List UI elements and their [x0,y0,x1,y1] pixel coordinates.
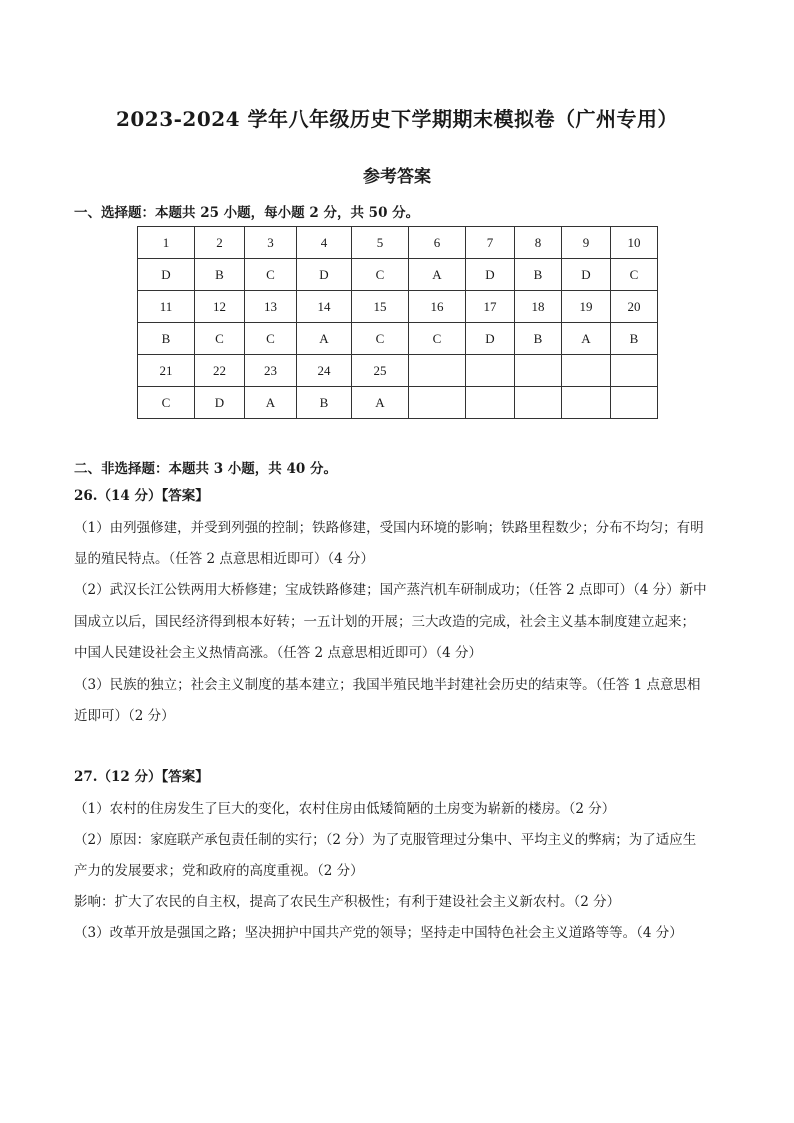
section-2-heading: 二、非选择题：本题共 3 小题，共 40 分。 [74,461,337,477]
question-number-cell: 19 [562,291,611,323]
question-number-cell [611,355,658,387]
q27-line: （1）农村的住房发生了巨大的变化，农村住房由低矮简陋的土房变为崭新的楼房。（2 分） [74,801,616,817]
answer-cell: A [409,259,466,291]
answer-cell: C [409,323,466,355]
question-number-cell: 5 [352,227,409,259]
answer-cell: A [352,387,409,419]
question-number-cell: 14 [297,291,352,323]
answer-table [137,226,658,419]
answer-cell: A [562,323,611,355]
answer-cell: B [515,259,562,291]
question-number-cell [515,355,562,387]
q26-line: 近即可）（2 分） [74,708,175,724]
answer-cell: C [245,323,297,355]
answer-cell [515,387,562,419]
question-number-row [138,355,658,387]
answer-cell: C [195,323,245,355]
answer-cell: C [138,387,195,419]
section-1-heading: 一、选择题：本题共 25 小题，每小题 2 分，共 50 分。 [74,205,420,221]
q26-line: 显的殖民特点。（任答 2 点意思相近即可）（4 分） [74,551,375,567]
q27-header: 27.（12 分）【答案】 [74,769,209,785]
answer-cell: D [562,259,611,291]
question-number-cell: 25 [352,355,409,387]
answer-cell: C [611,259,658,291]
answer-cell: D [195,387,245,419]
answer-cell: C [352,259,409,291]
question-number-cell: 16 [409,291,466,323]
q26-line: （2）武汉长江公铁两用大桥修建；宝成铁路修建；国产蒸汽机车研制成功；（任答 2 点即可）（4 分）新中 [74,582,707,598]
question-number-cell: 9 [562,227,611,259]
answer-cell: A [245,387,297,419]
question-number-cell: 6 [409,227,466,259]
answer-cell: D [138,259,195,291]
answer-row [138,323,658,355]
question-number-cell: 10 [611,227,658,259]
q27-line: 影响：扩大了农民的自主权，提高了农民生产积极性；有利于建设社会主义新农村。（2 分） [74,894,621,910]
q27-line: （3）改革开放是强国之路；坚决拥护中国共产党的领导；坚持走中国特色社会主义道路等等。（4 分） [74,925,683,941]
q26-line: （1）由列强修建，并受到列强的控制；铁路修建，受国内环境的影响；铁路里程数少；分布不均匀；有明 [74,520,704,536]
answer-row [138,259,658,291]
answer-cell [409,387,466,419]
question-number-cell: 23 [245,355,297,387]
question-number-cell: 22 [195,355,245,387]
question-number-row [138,227,658,259]
question-number-cell: 1 [138,227,195,259]
answer-cell: B [195,259,245,291]
answer-cell: B [297,387,352,419]
question-number-cell: 7 [466,227,515,259]
question-number-cell: 3 [245,227,297,259]
answer-cell: B [138,323,195,355]
q26-line: 国成立以后，国民经济得到根本好转；一五计划的开展；三大改造的完成，社会主义基本制度建立起来； [74,614,695,630]
answer-row [138,387,658,419]
answer-cell: B [611,323,658,355]
answer-cell: A [297,323,352,355]
question-number-cell [562,355,611,387]
question-number-cell [409,355,466,387]
question-number-cell: 17 [466,291,515,323]
question-number-cell [466,355,515,387]
question-number-cell: 4 [297,227,352,259]
question-number-cell: 2 [195,227,245,259]
answer-cell: B [515,323,562,355]
question-number-cell: 12 [195,291,245,323]
answer-cell: C [245,259,297,291]
q27-line: （2）原因：家庭联产承包责任制的实行；（2 分）为了克服管理过分集中、平均主义的弊病；为了适应生 [74,832,697,848]
q26-line: 中国人民建设社会主义热情高涨。（任答 2 点意思相近即可）（4 分） [74,645,483,661]
q26-header: 26.（14 分）【答案】 [74,488,209,504]
question-number-cell: 24 [297,355,352,387]
page-title: 2023-2024 学年八年级历史下学期期末模拟卷（广州专用） [115,107,679,131]
answer-cell [466,387,515,419]
question-number-cell: 8 [515,227,562,259]
question-number-cell: 11 [138,291,195,323]
answer-cell: D [466,323,515,355]
q26-line: （3）民族的独立；社会主义制度的基本建立；我国半殖民地半封建社会历史的结束等。（任答 1 点意思相 [74,677,701,693]
question-number-cell: 15 [352,291,409,323]
question-number-cell: 18 [515,291,562,323]
question-number-cell: 21 [138,355,195,387]
answer-cell [611,387,658,419]
question-number-row [138,291,658,323]
answer-cell: D [297,259,352,291]
question-number-cell: 20 [611,291,658,323]
question-number-cell: 13 [245,291,297,323]
answer-key-subtitle: 参考答案 [363,167,431,187]
answer-cell: C [352,323,409,355]
answer-cell [562,387,611,419]
q27-line: 产力的发展要求；党和政府的高度重视。（2 分） [74,863,364,879]
answer-cell: D [466,259,515,291]
